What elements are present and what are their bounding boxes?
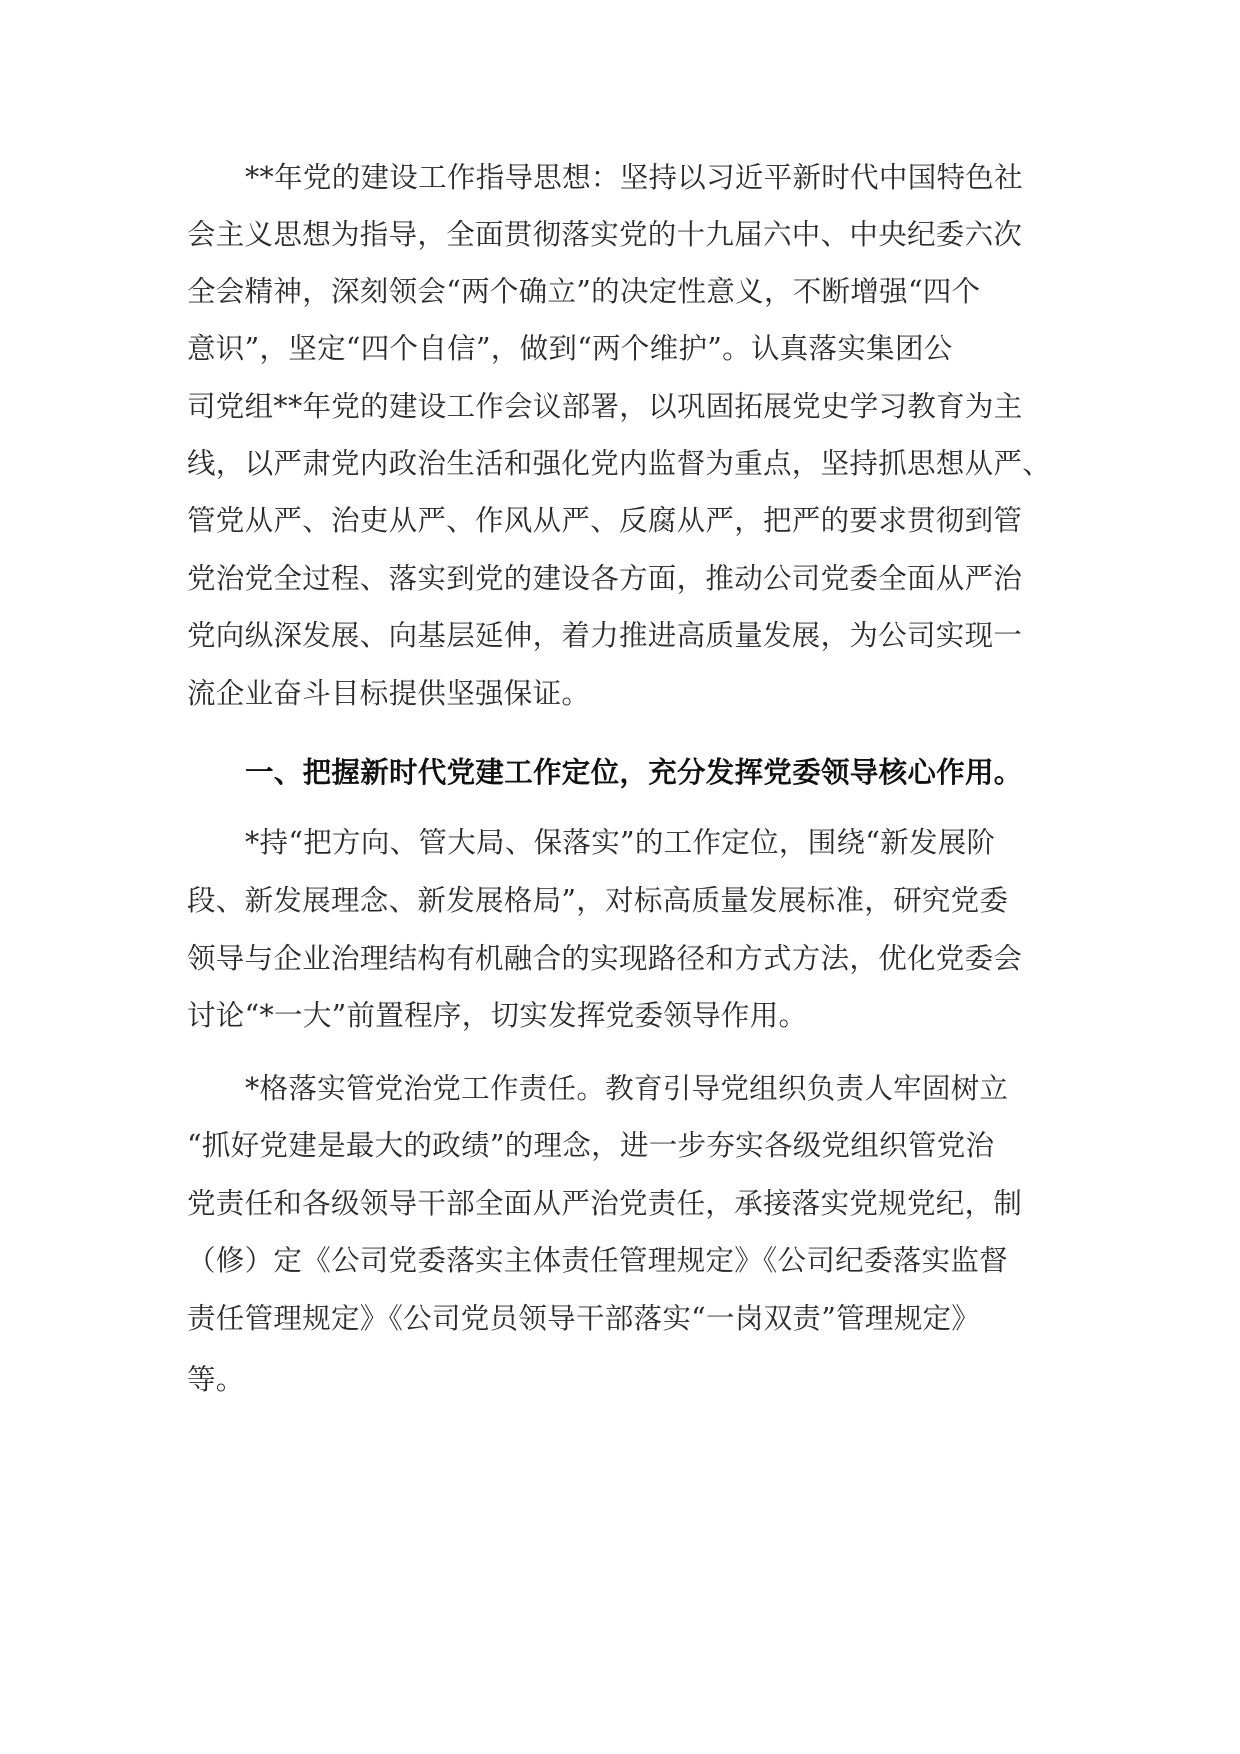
text-line: 等。 <box>187 1363 245 1396</box>
text-line: 讨论“*一大”前置程序，切实发挥党委领导作用。 <box>187 999 808 1032</box>
text-line: 领导与企业治理结构有机融合的实现路径和方式方法，优化党委会 <box>187 942 1023 975</box>
text-line: 段、新发展理念、新发展格局”，对标高质量发展标准，研究党委 <box>187 884 1009 917</box>
text-line: 党向纵深发展、向基层延伸，着力推进高质量发展，为公司实现一 <box>187 619 1023 652</box>
text-line: 党治党全过程、落实到党的建设各方面，推动公司党委全面从严治 <box>187 562 1023 595</box>
text-line: 会主义思想为指导，全面贯彻落实党的十九届六中、中央纪委六次 <box>187 218 1023 251</box>
section-heading: 一、把握新时代党建工作定位，充分发挥党委领导核心作用。 <box>245 755 1023 789</box>
text-line: 责任管理规定》《公司党员领导干部落实“一岗双责”管理规定》 <box>187 1302 981 1335</box>
text-line: 管党从严、治吏从严、作风从严、反腐从严，把严的要求贯彻到管 <box>187 504 1023 537</box>
text-line: 司党组**年党的建设工作会议部署，以巩固拓展党史学习教育为主 <box>187 390 1023 423</box>
text-line: （修）定《公司党委落实主体责任管理规定》《公司纪委落实监督 <box>187 1244 1008 1277</box>
text-line: 线，以严肃党内政治生活和强化党内监督为重点，坚持抓思想从严、 <box>187 447 1052 480</box>
text-line: *持“把方向、管大局、保落实”的工作定位，围绕“新发展阶 <box>245 826 996 859</box>
text-line: 流企业奋斗目标提供坚强保证。 <box>187 677 591 710</box>
text-line: *格落实管党治党工作责任。教育引导党组织负责人牢固树立 <box>245 1072 1009 1105</box>
text-line: 意识”，坚定“四个自信”，做到“两个维护”。认真落实集团公 <box>187 332 953 365</box>
text-line: “抓好党建是最大的政绩”的理念，进一步夯实各级党组织管党治 <box>187 1129 995 1162</box>
text-line: **年党的建设工作指导思想：坚持以习近平新时代中国特色社 <box>245 161 1023 194</box>
text-line: 全会精神，深刻领会“两个确立”的决定性意义，不断增强“四个 <box>187 275 981 308</box>
text-line: 党责任和各级领导干部全面从严治党责任，承接落实党规党纪，制 <box>187 1187 1023 1220</box>
